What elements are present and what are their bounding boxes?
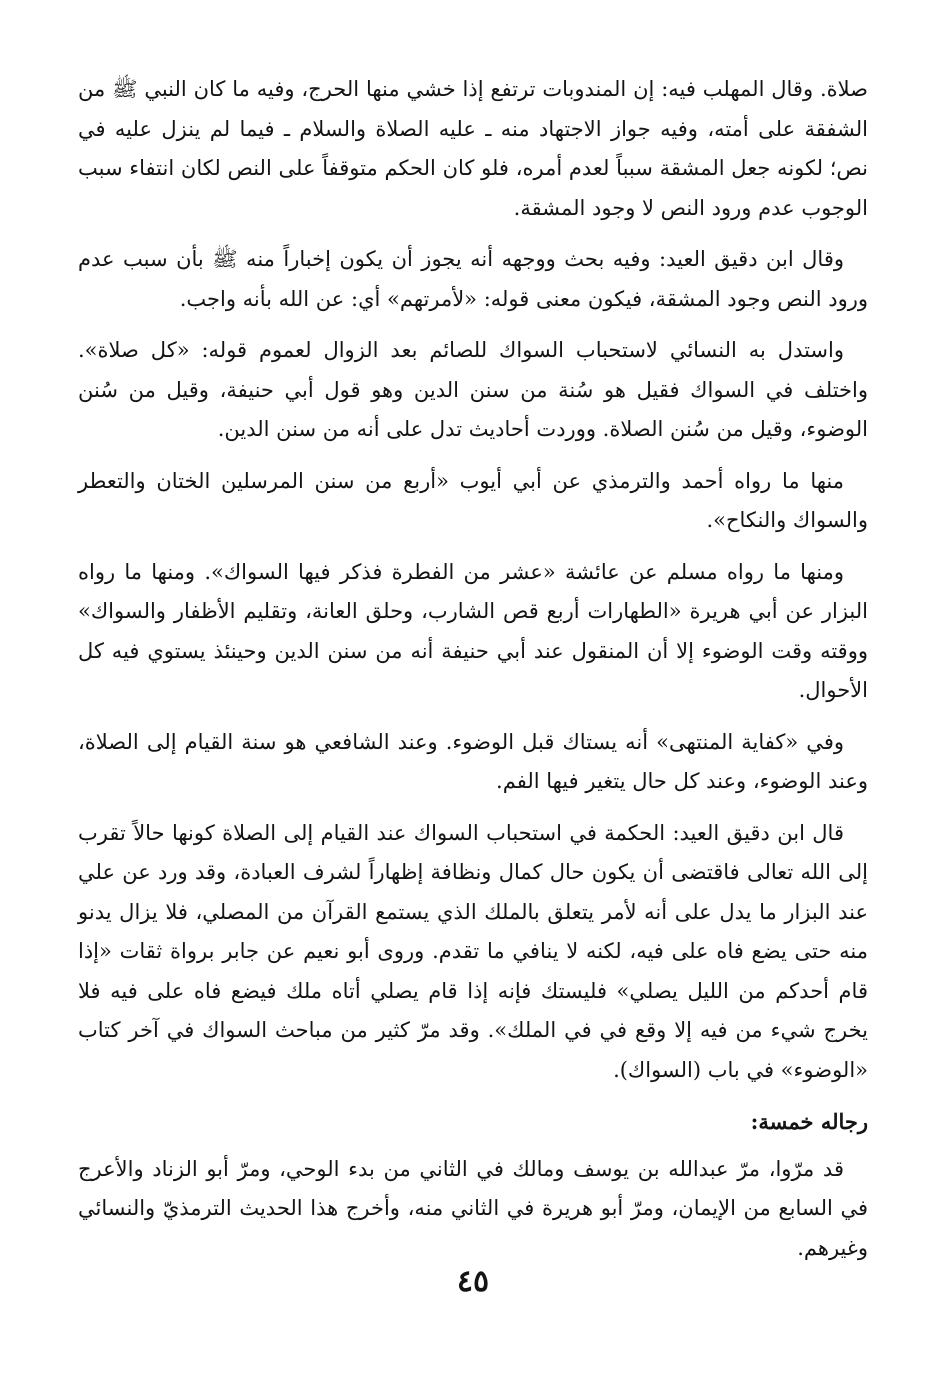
paragraph-4: منها ما رواه أحمد والترمذي عن أبي أيوب «أربع من سنن المرسلين الختان والتعطر والسواك والنكاح». [78,468,868,532]
page-number: ٤٥ [456,1264,490,1299]
paragraph-final: قد مرّوا، مرّ عبدالله بن يوسف ومالك في الثاني من بدء الوحي، ومرّ أبو الزناد والأعرج في السابع من الإيمان، ومرّ أبو هريرة في الثاني منه، وأخرج هذا الحديث الترمذيّ والنسائي وغيرهم. [78,1156,868,1260]
page-body [78,70,868,1280]
section-heading: رجاله خمسة: [750,1109,868,1134]
paragraph-1: صلاة. وقال المهلب فيه: إن المندوبات ترتفع إذا خشي منها الحرج، وفيه ما كان النبي ﷺ من الشفقة على أمته، وفيه جواز الاجتهاد منه ـ عليه الصلاة والسلام ـ فيما لم ينزل عليه في نص؛ لكونه جعل المشقة سبباً لعدم أمره، فلو كان الحكم متوقفاً على النص لكان انتفاء سبب الوجوب عدم ورود النص لا وجود المشقة. [78,77,868,220]
paragraph-6: وفي «كفاية المنتهى» أنه يستاك قبل الوضوء. وعند الشافعي هو سنة القيام إلى الصلاة، وعند الوضوء، وعند كل حال يتغير فيها الفم. [78,729,868,793]
paragraph-5: ومنها ما رواه مسلم عن عائشة «عشر من الفطرة فذكر فيها السواك». ومنها ما رواه البزار عن أبي هريرة «الطهارات أربع قص الشارب، وحلق العانة، وتقليم الأظفار والسواك» ووقته وقت الوضوء إلا أن المنقول عند أبي حنيفة أنه من سنن الدين وحينئذ يستوي فيه كل الأحوال. [78,559,868,702]
paragraph-3: واستدل به النسائي لاستحباب السواك للصائم بعد الزوال لعموم قوله: «كل صلاة». واختلف في السواك فقيل هو سُنة من سنن الدين وهو قول أبي حنيفة، وقيل من سُنن الوضوء، وقيل من سُنن الصلاة. ووردت أحاديث تدل على أنه من سنن الدين. [78,338,868,441]
paragraph-7: قال ابن دقيق العيد: الحكمة في استحباب السواك عند القيام إلى الصلاة كونها حالاً تقرب إلى الله تعالى فاقتضى أن يكون حال كمال ونظافة إظهاراً لشرف العبادة، وقد ورد عن علي عند البزار ما يدل على أنه لأمر يتعلق بالملك الذي يستمع القرآن من المصلي، فلا يزال يدنو منه حتى يضع فاه على فيه، لكنه لا ينافي ما تقدم. وروى أبو نعيم عن جابر برواة ثقات «إذا قام أحدكم من الليل يصلي» فليستك فإنه إذا قام يصلي أتاه ملك فيضع فاه على فيه فلا يخرج شيء من فيه إلا وقع في في الملك». وقد مرّ كثير من مباحث السواك في آخر كتاب «الوضوء» في باب (السواك). [78,820,868,1082]
paragraph-2: وقال ابن دقيق العيد: وفيه بحث ووجهه أنه يجوز أن يكون إخباراً منه ﷺ بأن سبب عدم ورود النص وجود المشقة، فيكون معنى قوله: «لأمرتهم» أي: عن الله بأنه واجب. [78,247,868,311]
